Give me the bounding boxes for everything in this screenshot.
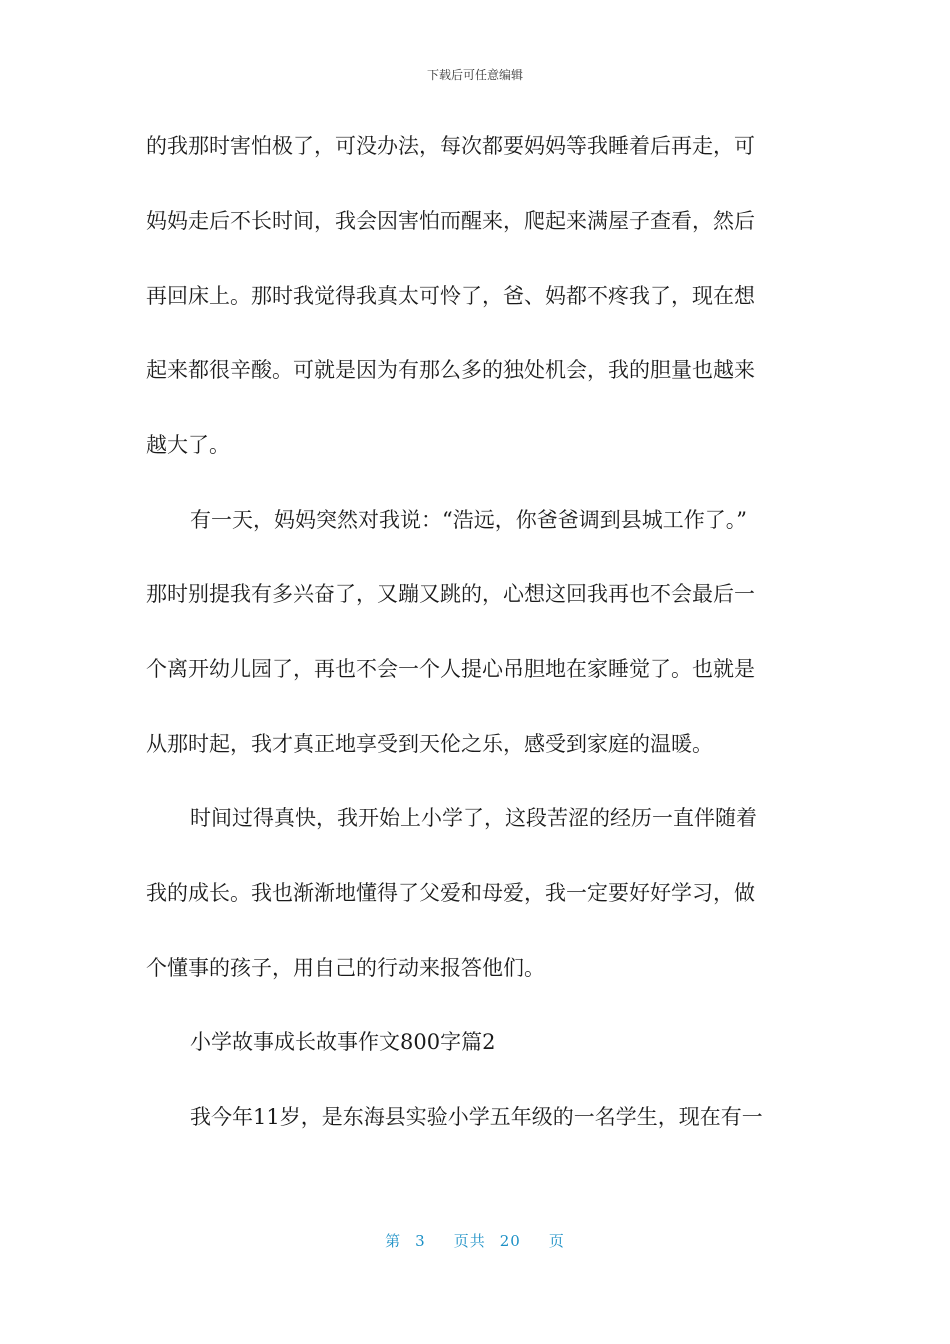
footer-total-pages: 20 bbox=[499, 1232, 521, 1250]
body-line: 妈妈走后不长时间，我会因害怕而醒来，爬起来满屋子查看，然后 bbox=[146, 209, 755, 233]
body-line: 从那时起，我才真正地享受到天伦之乐，感受到家庭的温暖。 bbox=[146, 732, 713, 756]
footer-page-suffix: 页 bbox=[548, 1232, 565, 1250]
page-footer bbox=[0, 1230, 950, 1251]
body-line: 再回床上。那时我觉得我真太可怜了，爸、妈都不疼我了，现在想 bbox=[146, 284, 755, 308]
body-line: 有一天，妈妈突然对我说：“浩远，你爸爸调到县城工作了。” bbox=[190, 508, 747, 532]
body-line: 我的成长。我也渐渐地懂得了父爱和母爱，我一定要好好学习，做 bbox=[146, 881, 755, 905]
footer-current-page: 3 bbox=[415, 1232, 426, 1250]
body-line: 个离开幼儿园了，再也不会一个人提心吊胆地在家睡觉了。也就是 bbox=[146, 657, 755, 681]
body-line: 个懂事的孩子，用自己的行动来报答他们。 bbox=[146, 956, 545, 980]
body-line: 我今年11岁，是东海县实验小学五年级的一名学生，现在有一 bbox=[190, 1105, 763, 1129]
page-header: 下载后可任意编辑 bbox=[426, 68, 523, 82]
body-line: 起来都很辛酸。可就是因为有那么多的独处机会，我的胆量也越来 bbox=[146, 358, 755, 382]
body-line: 那时别提我有多兴奋了，又蹦又跳的，心想这回我再也不会最后一 bbox=[146, 582, 755, 606]
body-line: 的我那时害怕极了，可没办法，每次都要妈妈等我睡着后再走，可 bbox=[146, 134, 755, 158]
footer-total-label: 页共 bbox=[453, 1232, 486, 1250]
body-line: 越大了。 bbox=[146, 433, 230, 457]
section-heading: 小学故事成长故事作文800字篇2 bbox=[190, 1030, 496, 1054]
body-line: 时间过得真快，我开始上小学了，这段苦涩的经历一直伴随着 bbox=[190, 806, 757, 830]
footer-page-label: 第 bbox=[385, 1232, 402, 1250]
